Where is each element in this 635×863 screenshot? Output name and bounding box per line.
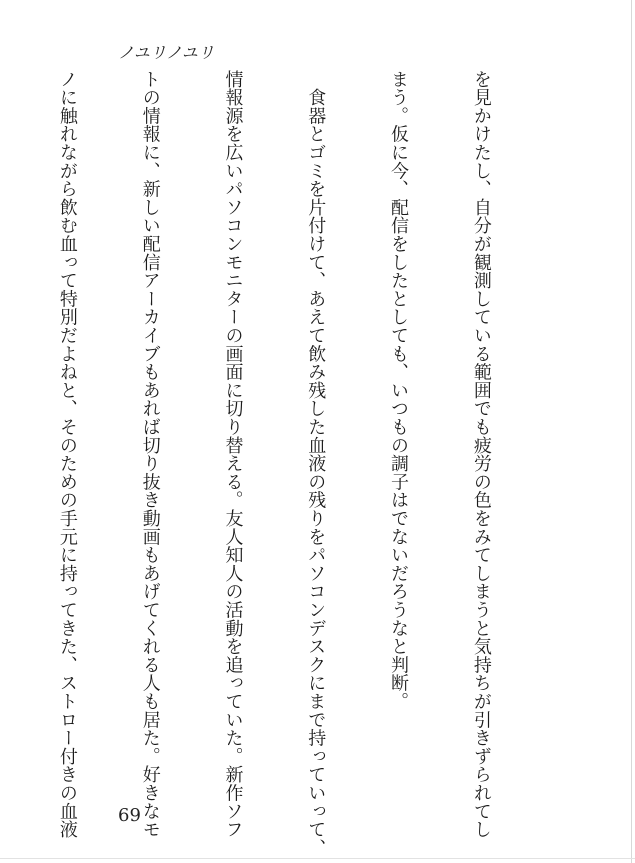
page-edge-right — [631, 0, 632, 863]
page-number: 69 — [118, 805, 141, 826]
text-line: を見かけたし、自分が観測している範囲でも疲労の色をみてしまうと気持ちが引きずられてし — [470, 70, 492, 839]
text-line: トの情報に、新しい配信アーカイブもあれば切り抜き動画もあげてくれる人も居た。好きなモ — [139, 70, 161, 839]
page-edge-bottom — [0, 858, 635, 859]
text-line: 情報源を広いパソコンモニターの画面に切り替える。友人知人の活動を追っていた。新作ソフ — [222, 70, 244, 839]
text-line: ノに触れながら飲む血って特別だよねと、そのための手元に持ってきた、ストロー付きの血液 — [56, 70, 78, 839]
running-head: ノユリノユリ — [118, 43, 215, 62]
text-line: まう。仮に今、配信をしたとしても、いつもの調子はでないだろうなと判断。 — [388, 70, 410, 711]
text-line: 食器とゴミを片付けて、あえて飲み残した血液の残りをパソコンデスクにまで持っていって、 — [305, 70, 327, 857]
